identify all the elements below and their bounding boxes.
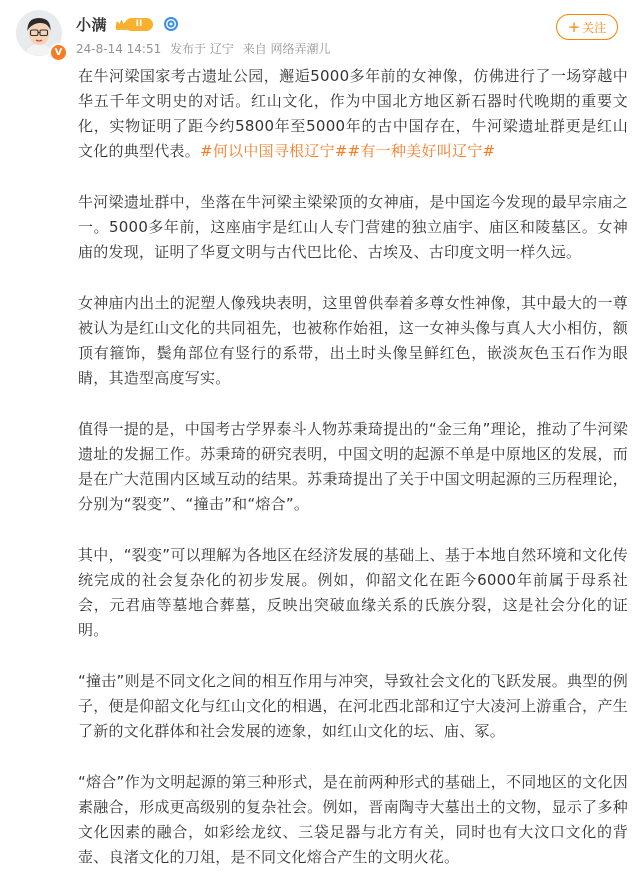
hashtag-link[interactable]: #有一种美好叫辽宁# <box>347 142 496 160</box>
verified-v-badge: V <box>49 43 68 62</box>
user-name[interactable]: 小满 <box>76 15 108 34</box>
paragraph-1 <box>78 64 628 164</box>
name-row <box>76 13 179 35</box>
paragraph-2: 牛河梁遗址群中，坐落在牛河梁主梁梁顶的女神庙，是中国迄今发现的最早宗庙之一。5000多年前，这座庙宇是红山人专门营建的独立庙宇、庙区和陵墓区。女神庙的发现，证明了华夏文明与古代巴比伦、古埃及、古印度文明一样久远。 <box>78 193 628 261</box>
paragraph-text: 在牛河梁国家考古遗址公园，邂逅5000多年前的女神像，仿佛进行了一场穿越中华五千年文明史的对话。红山文化，作为中国北方地区新石器时代晚期的重要文化，实物证明了距今约5800年至5000年的古中国存在，牛河梁遗址群更是红山文化的典型代表。 <box>78 67 628 160</box>
post-time[interactable]: 24-8-14 14:51 <box>76 42 162 56</box>
paragraph-5: 其中，“裂变”可以理解为各地区在经济发展的基础上、基于本地自然环境和文化传统完成的社会复杂化的初步发展。例如，仰韶文化在距今6000年前属于母系社会，元君庙等墓地合葬墓，反映出突破血缘关系的氏族分裂，这是社会分化的证明。 <box>78 546 628 639</box>
post-header <box>0 0 643 68</box>
post-body <box>78 64 628 896</box>
follow-button[interactable] <box>556 14 618 40</box>
user-level-badge[interactable] <box>115 18 153 31</box>
level-number: II <box>125 18 153 31</box>
paragraph-7: “熔合”作为文明起源的第三种形式，是在前两种形式的基础上，不同地区的文化因素融合，形成更高级别的复杂社会。例如，晋南陶寺大墓出土的文物，显示了多种文化因素的融合，如彩绘龙纹、三袋足器与北方有关，同时也有大汶口文化的背壶、良渚文化的刀俎，是不同文化熔合产生的文明火花。 <box>78 773 628 866</box>
post-meta <box>76 40 336 57</box>
follow-label: 关注 <box>582 20 607 35</box>
post-source: 来自 网络弄潮儿 <box>242 42 331 56</box>
post-location: 发布于 辽宁 <box>170 42 234 56</box>
hashtag-link[interactable]: #何以中国寻根辽宁# <box>200 142 348 160</box>
paragraph-3: 女神庙内出土的泥塑人像残块表明，这里曾供奉着多尊女性神像，其中最大的一尊被认为是红山文化的共同祖先，也被称作始祖，这一女神头像与真人大小相仿，额顶有箍饰，鬓角部位有竖行的系带，出土时头像呈鲜红色，嵌淡灰色玉石作为眼睛，其造型高度写实。 <box>78 294 628 387</box>
paragraph-6: “撞击”则是不同文化之间的相互作用与冲突，导致社会文化的飞跃发展。典型的例子，便是仰韶文化与红山文化的相遇，在河北西北部和辽宁大凌河上游重合，产生了新的文化群体和社会发展的迹象，如红山文化的坛、庙、冢。 <box>78 672 628 740</box>
paragraph-4: 值得一提的是，中国考古学界泰斗人物苏秉琦提出的“金三角”理论，推动了牛河梁遗址的发掘工作。苏秉琦的研究表明，中国文明的起源不单是中原地区的发展，而是在广大范围内区域互动的结果。苏秉琦提出了关于中国文明起源的三历程理论，分别为“裂变”、“撞击”和“熔合”。 <box>78 420 628 513</box>
verified-icon[interactable] <box>163 16 179 32</box>
plus-icon: + <box>567 17 581 36</box>
